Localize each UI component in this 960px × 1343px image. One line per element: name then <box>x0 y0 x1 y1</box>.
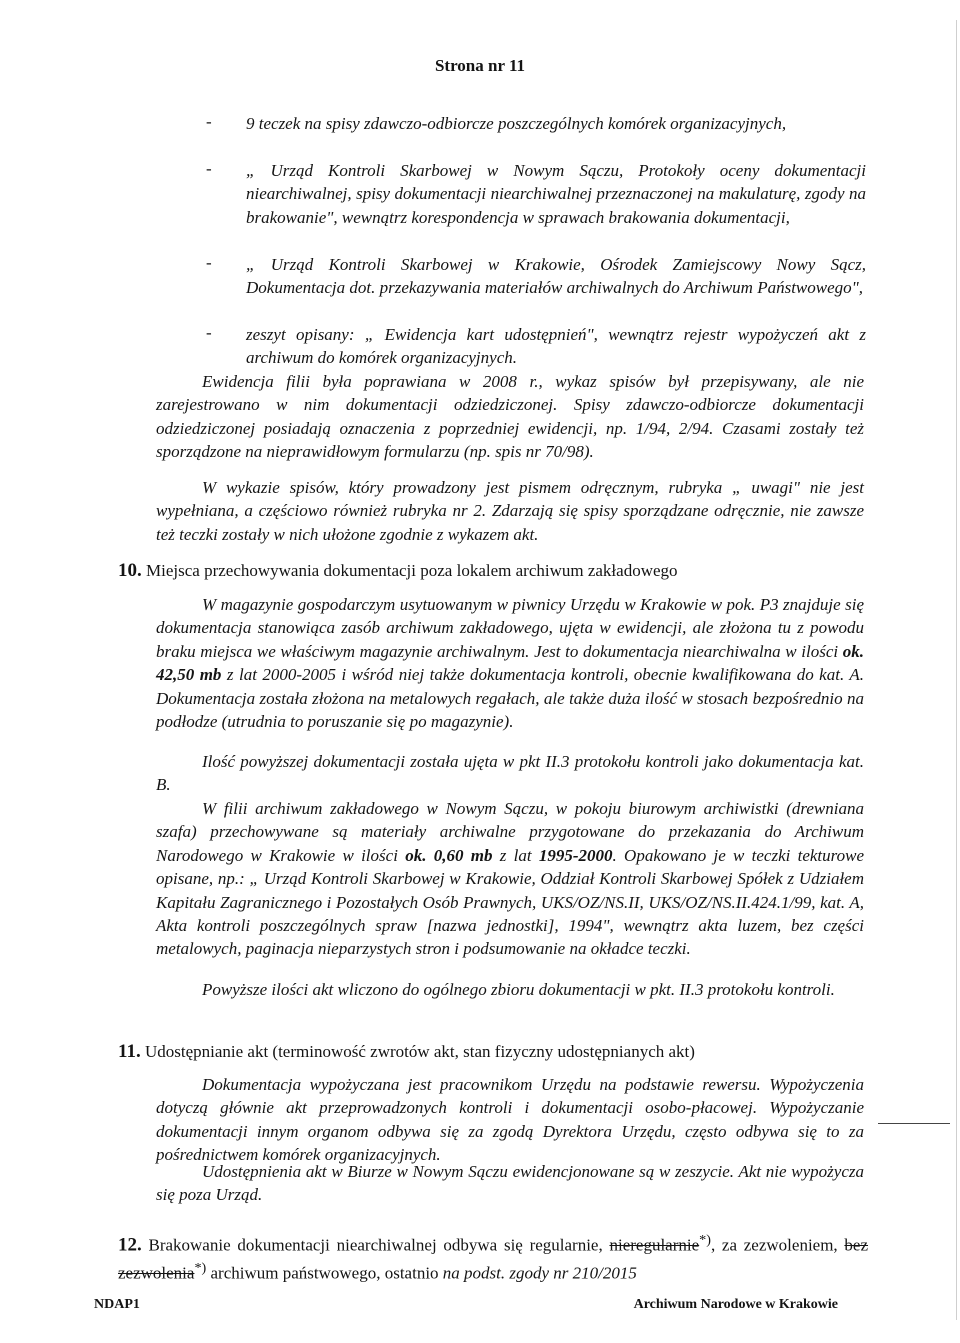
section-12-paragraph: 12. Brakowanie dokumentacji niearchiwalnej odbywa się regularnie, nieregularnie*), za zezwoleniem, bez zezwolenia*) archiwum państwowego, ostatnio na podst. zgody nr 210/2015 <box>118 1232 869 1283</box>
footer-form-code: NDAP1 <box>94 1297 140 1312</box>
list-bullet: - <box>206 323 212 342</box>
emphasis: ok. 42,50 mb <box>156 641 864 685</box>
struck-word: nieregularnie <box>609 1235 700 1255</box>
section-number: 12. <box>118 1234 142 1256</box>
page-edge <box>956 20 957 1320</box>
list-item: zeszyt opisany: „ Ewidencja kart udostępnień", wewnątrz rejestr wypożyczeń akt z archiwum do komórek organizacyjnych. <box>246 325 866 368</box>
list-bullet: - <box>206 253 212 272</box>
section-10-paragraph-1: W magazynie gospodarczym usytuowanym w piwnicy Urzędu w Krakowie w pok. P3 znajduje się dokumentacja stanowiąca zasób archiwum zakładowego, ujęta w ewidencji, ale złożona tu z powodu braku miejsca we właściwym magazynie archiwalnym. Jest to dokumentacja niearchiwalna w ilości ok. 42,50 mb z lat 2000-2005 i wśród niej także dokumentacja kontroli, obecnie kwalifikowana do kat. A. Dokumentacja została złożona na metalowych regałach, ale także duża ilość w stosach bezpośrednio na podłodze (utrudnia to poruszanie się po magazynie). <box>156 595 864 732</box>
list-item: 9 teczek na spisy zdawczo-odbiorcze poszczególnych komórek organizacyjnych, <box>246 114 787 133</box>
list-bullet: - <box>206 159 212 178</box>
section-number: 11. <box>118 1041 141 1062</box>
section-10-heading <box>118 559 868 582</box>
section-10-paragraph-4: Powyższe ilości akt wliczono do ogólnego zbioru dokumentacji w pkt. II.3 protokołu kontroli. <box>202 980 835 999</box>
section-11-paragraph-2: Udostępnienia akt w Biurze w Nowym Sączu ewidencjonowane są w zeszycie. Akt nie wypożycza się poza Urząd. <box>156 1162 864 1205</box>
section-11-heading <box>118 1040 868 1063</box>
margin-line <box>878 1123 950 1124</box>
paragraph-ewidencja: Ewidencja filii była poprawiana w 2008 r., wykaz spisów był przepisywany, ale nie zarejestrowano w nim dokumentacji odziedziczonej. Spisy zdawczo-odbiorcze dokumentacji odziedziczonej posiadają oznaczenia z poprzedniej ewidencji, np. 1/94, 2/94. Czasami zostały też sporządzone na nieprawidłowym formularzu (np. spis nr 70/98). <box>156 372 864 462</box>
section-10-paragraph-3: W filii archiwum zakładowego w Nowym Sączu, w pokoju biurowym archiwistki (drewniana szafa) przechowywane są materiały archiwalne przygotowane do przekazania do Archiwum Narodowego w Krakowie w ilości ok. 0,60 mb z lat 1995-2000. Opakowano je w teczki tekturowe opisane, np.: „ Urząd Kontroli Skarbowej w Krakowie, Oddział Kontroli Skarbowej Spółek z Udziałem Kapitału Zagranicznego i Pozostałych Osób Prawnych, UKS/OZ/NS.II, UKS/OZ/NS.II.424.1/99, kat. A, Akta kontroli poszczególnych spraw [nazwa jednostki], 1994", wewnątrz akta luzem, bez części metalowych, paginacja nieparzystych stron i podsumowanie na okładce teczki. <box>156 799 865 959</box>
paragraph-wykaz: W wykazie spisów, który prowadzony jest pismem odręcznym, rubryka „ uwagi" nie jest wypełniana, a częściowo również rubryka nr 2. Zdarzają się spisy sporządzane odręcznie, nie zawsze też teczki zostały w nich ułożone zgodnie z wykazem akt. <box>156 478 864 544</box>
struck-word: bez zezwolenia <box>118 1235 869 1283</box>
list-bullet: - <box>206 112 212 131</box>
section-number: 10. <box>118 560 142 581</box>
emphasis: 1995-2000 <box>538 845 613 865</box>
list-item: „ Urząd Kontroli Skarbowej w Krakowie, Ośrodek Zamiejscowy Nowy Sącz, Dokumentacja dot. przekazywania materiałów archiwalnych do Archiwum Państwowego", <box>246 255 866 298</box>
footer-institution: Archiwum Narodowe w Krakowie <box>633 1297 838 1312</box>
handwritten-fill: na podst. zgody nr 210/2015 <box>442 1263 637 1283</box>
list-item: „ Urząd Kontroli Skarbowej w Nowym Sączu, Protokoły oceny dokumentacji niearchiwalnej, spisy dokumentacji niearchiwalnej przeznaczonej na makulaturę, zgody na brakowanie", wewnątrz korespondencja w sprawach brakowania dokumentacji, <box>246 161 866 227</box>
page-header: Strona nr 11 <box>434 56 526 75</box>
section-11-paragraph-1: Dokumentacja wypożyczana jest pracownikom Urzędu na podstawie rewersu. Wypożyczenia dotyczą głównie akt przeprowadzonych kontroli i dokumentacji osobo-płacowej. Wypożyczanie dokumentacji innym organom odbywa się za zgodą Dyrektora Urzędu, często odbywa się to za pośrednictwem komórek organizacyjnych. <box>156 1075 864 1165</box>
section-10-paragraph-2: Ilość powyższej dokumentacji została ujęta w pkt II.3 protokołu kontroli jako dokumentacja kat. B. <box>156 752 864 795</box>
emphasis: ok. 0,60 mb <box>405 845 493 865</box>
section-title: Miejsca przechowywania dokumentacji poza lokalem archiwum zakładowego <box>146 561 678 580</box>
section-title: Udostępnianie akt (terminowość zwrotów akt, stan fizyczny udostępnianych akt) <box>144 1042 695 1061</box>
